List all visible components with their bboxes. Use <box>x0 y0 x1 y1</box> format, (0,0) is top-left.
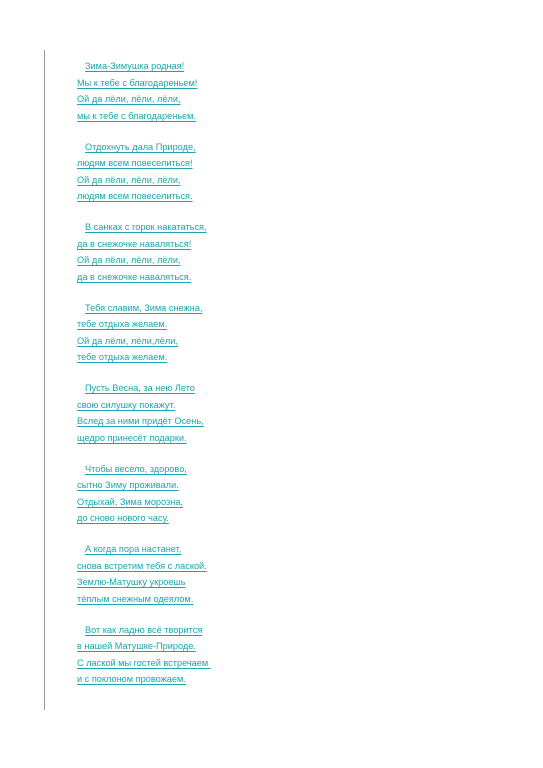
poem-line-link[interactable]: свою силушку покажут. <box>77 399 176 410</box>
poem-line-link[interactable]: Землю-Матушку укроешь <box>77 577 186 587</box>
stanza-6 <box>77 461 397 527</box>
poem-line-link[interactable]: щедро принесёт подарки. <box>77 432 187 443</box>
poem-line-link[interactable]: тёплым снежным одеялом. <box>77 593 194 604</box>
stanza-2 <box>77 139 397 205</box>
stanza-3 <box>77 219 397 285</box>
poem-line-link[interactable]: Зима-Зимушка родная! <box>85 61 185 71</box>
margin-rule <box>44 50 45 710</box>
poem-line-link[interactable]: Пусть Весна, за нею Лето <box>85 383 195 393</box>
poem-line-link[interactable]: Чтобы весело, здорово, <box>85 463 187 474</box>
poem-line-link[interactable]: Тебя славим, Зима снежна, <box>85 302 203 313</box>
poem-line-link[interactable]: тебе отдыха желаем. <box>77 319 168 329</box>
stanza-7 <box>77 541 397 607</box>
poem-line-link[interactable]: до сново нового часу. <box>77 513 169 523</box>
poem-line-link[interactable]: мы к тебе с благодареньем. <box>77 110 197 121</box>
poem-line-link[interactable]: людям всем повеселиться. <box>77 191 193 201</box>
poem-line-link[interactable]: В санках с горок накататься, <box>85 222 207 232</box>
poem-line-link[interactable]: Ой да лёли, лёли, лёли, <box>77 174 181 185</box>
poem-line-link[interactable]: Отдохнуть дала Природе, <box>85 141 196 152</box>
stanza-8 <box>77 622 397 688</box>
poem-line-link[interactable]: Отдыхай, Зима морозна, <box>77 496 184 507</box>
poem-line-link[interactable]: да в снежочке наваляться! <box>77 238 192 249</box>
poem-line-link[interactable]: и с поклоном провожаем. <box>77 674 186 684</box>
poem-line-link[interactable]: в нашей Матушке-Природе. <box>77 641 196 651</box>
poem-line-link[interactable]: С лаской мы гостей встречаем <box>77 657 211 668</box>
poem-line-link[interactable]: Вот как ладно всё творится <box>85 624 203 635</box>
poem-line-link[interactable]: Мы к тебе с благодареньем! <box>77 77 198 88</box>
poem-line-link[interactable]: тебе отдыха желаем. <box>77 352 168 362</box>
poem-line-link[interactable]: Ой да лёли, лёли, лёли, <box>77 94 181 104</box>
stanza-1 <box>77 58 397 124</box>
poem-line-link[interactable]: А когда пора настанет, <box>85 544 182 554</box>
stanza-5 <box>77 380 397 446</box>
poem-line-link[interactable]: Ой да лёли, лёли, лёли, <box>77 255 181 265</box>
poem-line-link[interactable]: людям всем повеселиться! <box>77 158 193 168</box>
stanza-4 <box>77 300 397 366</box>
poem-line-link[interactable]: сытно Зиму проживали. <box>77 480 179 490</box>
poem <box>77 58 397 702</box>
poem-line-link[interactable]: да в снежочке наваляться. <box>77 271 192 282</box>
poem-line-link[interactable]: Вслед за ними придёт Осень, <box>77 416 204 426</box>
poem-line-link[interactable]: снова встретим тебя с лаской. <box>77 560 207 571</box>
poem-line-link[interactable]: Ой да лёли, лёли,лёли, <box>77 335 178 346</box>
